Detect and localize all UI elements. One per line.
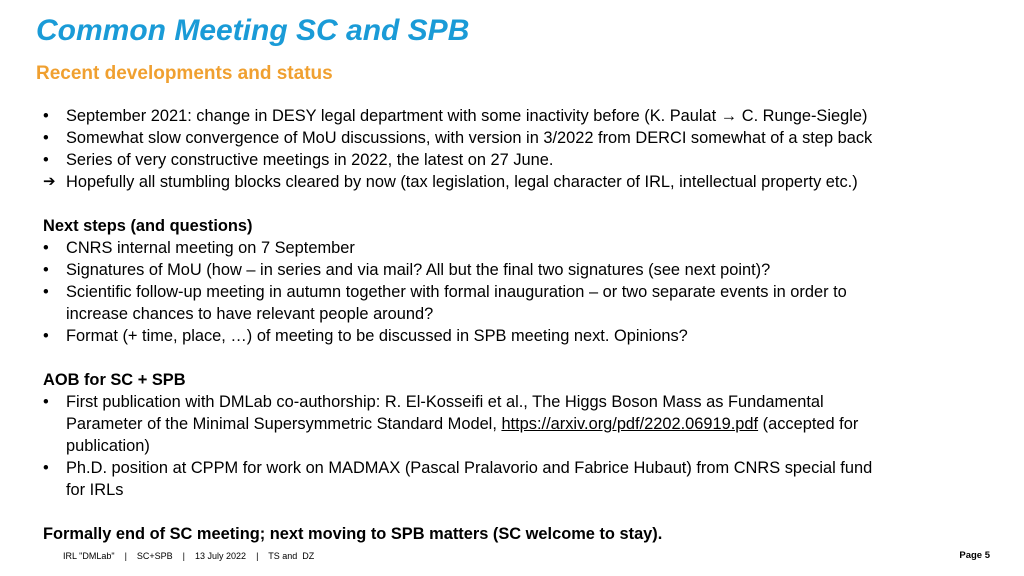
next-steps-heading: Next steps (and questions) <box>43 217 253 235</box>
bullet-text-continued: publication) <box>66 437 150 455</box>
arrow-right-icon: → <box>720 107 738 125</box>
bullet-text-continued <box>43 413 1003 435</box>
bullet-text: September 2021: change in DESY legal department with some inactivity before (K. Paulat <box>66 107 721 125</box>
list-item <box>43 281 1003 303</box>
list-item <box>43 149 1003 171</box>
list-item <box>43 457 1003 479</box>
list-item <box>43 237 1003 259</box>
bullet-text: Somewhat slow convergence of MoU discussions, with version in 3/2022 from DERCI somewhat of a step back <box>66 129 873 147</box>
bullet-icon: • <box>43 327 49 345</box>
arxiv-link[interactable]: https://arxiv.org/pdf/2202.06919.pdf <box>501 415 759 433</box>
bullet-text: (accepted for <box>758 415 859 433</box>
slide-subtitle: Recent developments and status <box>36 63 333 84</box>
list-item <box>43 391 1003 413</box>
footer-meta: IRL "DMLab" | SC+SPB | 13 July 2022 | TS and DZ <box>63 551 315 561</box>
slide-body <box>43 105 1003 545</box>
bullet-text: Ph.D. position at CPPM for work on MADMAX (Pascal Pralavorio and Fabrice Hubaut) from CNRS special fund <box>66 459 873 477</box>
closing-statement: Formally end of SC meeting; next moving to SPB matters (SC welcome to stay). <box>43 525 663 543</box>
bullet-text: Parameter of the Minimal Supersymmetric Standard Model, <box>66 415 502 433</box>
bullet-text: CNRS internal meeting on 7 September <box>66 239 355 257</box>
bullet-text-continued: C. Runge-Siegle) <box>737 107 868 125</box>
bullet-icon: • <box>43 107 49 125</box>
conclusion-item <box>43 171 1003 193</box>
bullet-text: Scientific follow-up meeting in autumn together with formal inauguration – or two separate events in order to <box>66 283 847 301</box>
bullet-text: Signatures of MoU (how – in series and via mail? All but the final two signatures (see next point)? <box>66 261 771 279</box>
bullet-icon: • <box>43 459 49 477</box>
slide-title: Common Meeting SC and SPB <box>36 14 470 47</box>
bullet-icon: • <box>43 283 49 301</box>
bullet-icon: • <box>43 151 49 169</box>
bullet-icon: • <box>43 239 49 257</box>
bullet-text: Format (+ time, place, …) of meeting to be discussed in SPB meeting next. Opinions? <box>66 327 688 345</box>
list-item <box>43 325 1003 347</box>
bullet-icon: • <box>43 261 49 279</box>
aob-heading: AOB for SC + SPB <box>43 371 186 389</box>
footer-text <box>63 551 314 561</box>
arrow-right-icon: ➔ <box>43 173 56 190</box>
page-number: Page 5 <box>959 550 990 561</box>
bullet-text-continued: increase chances to have relevant people around? <box>66 305 434 323</box>
bullet-icon: • <box>43 393 49 411</box>
bullet-text: Series of very constructive meetings in 2022, the latest on 27 June. <box>66 151 554 169</box>
list-item <box>43 105 1003 127</box>
bullet-text-continued: for IRLs <box>66 481 124 499</box>
list-item <box>43 259 1003 281</box>
list-item <box>43 127 1003 149</box>
bullet-icon: • <box>43 129 49 147</box>
bullet-text: First publication with DMLab co-authorship: R. El-Kosseifi et al., The Higgs Boson Mass as Fundamental <box>66 393 824 411</box>
conclusion-text: Hopefully all stumbling blocks cleared by now (tax legislation, legal character of IRL, intellectual property etc.) <box>66 173 858 191</box>
